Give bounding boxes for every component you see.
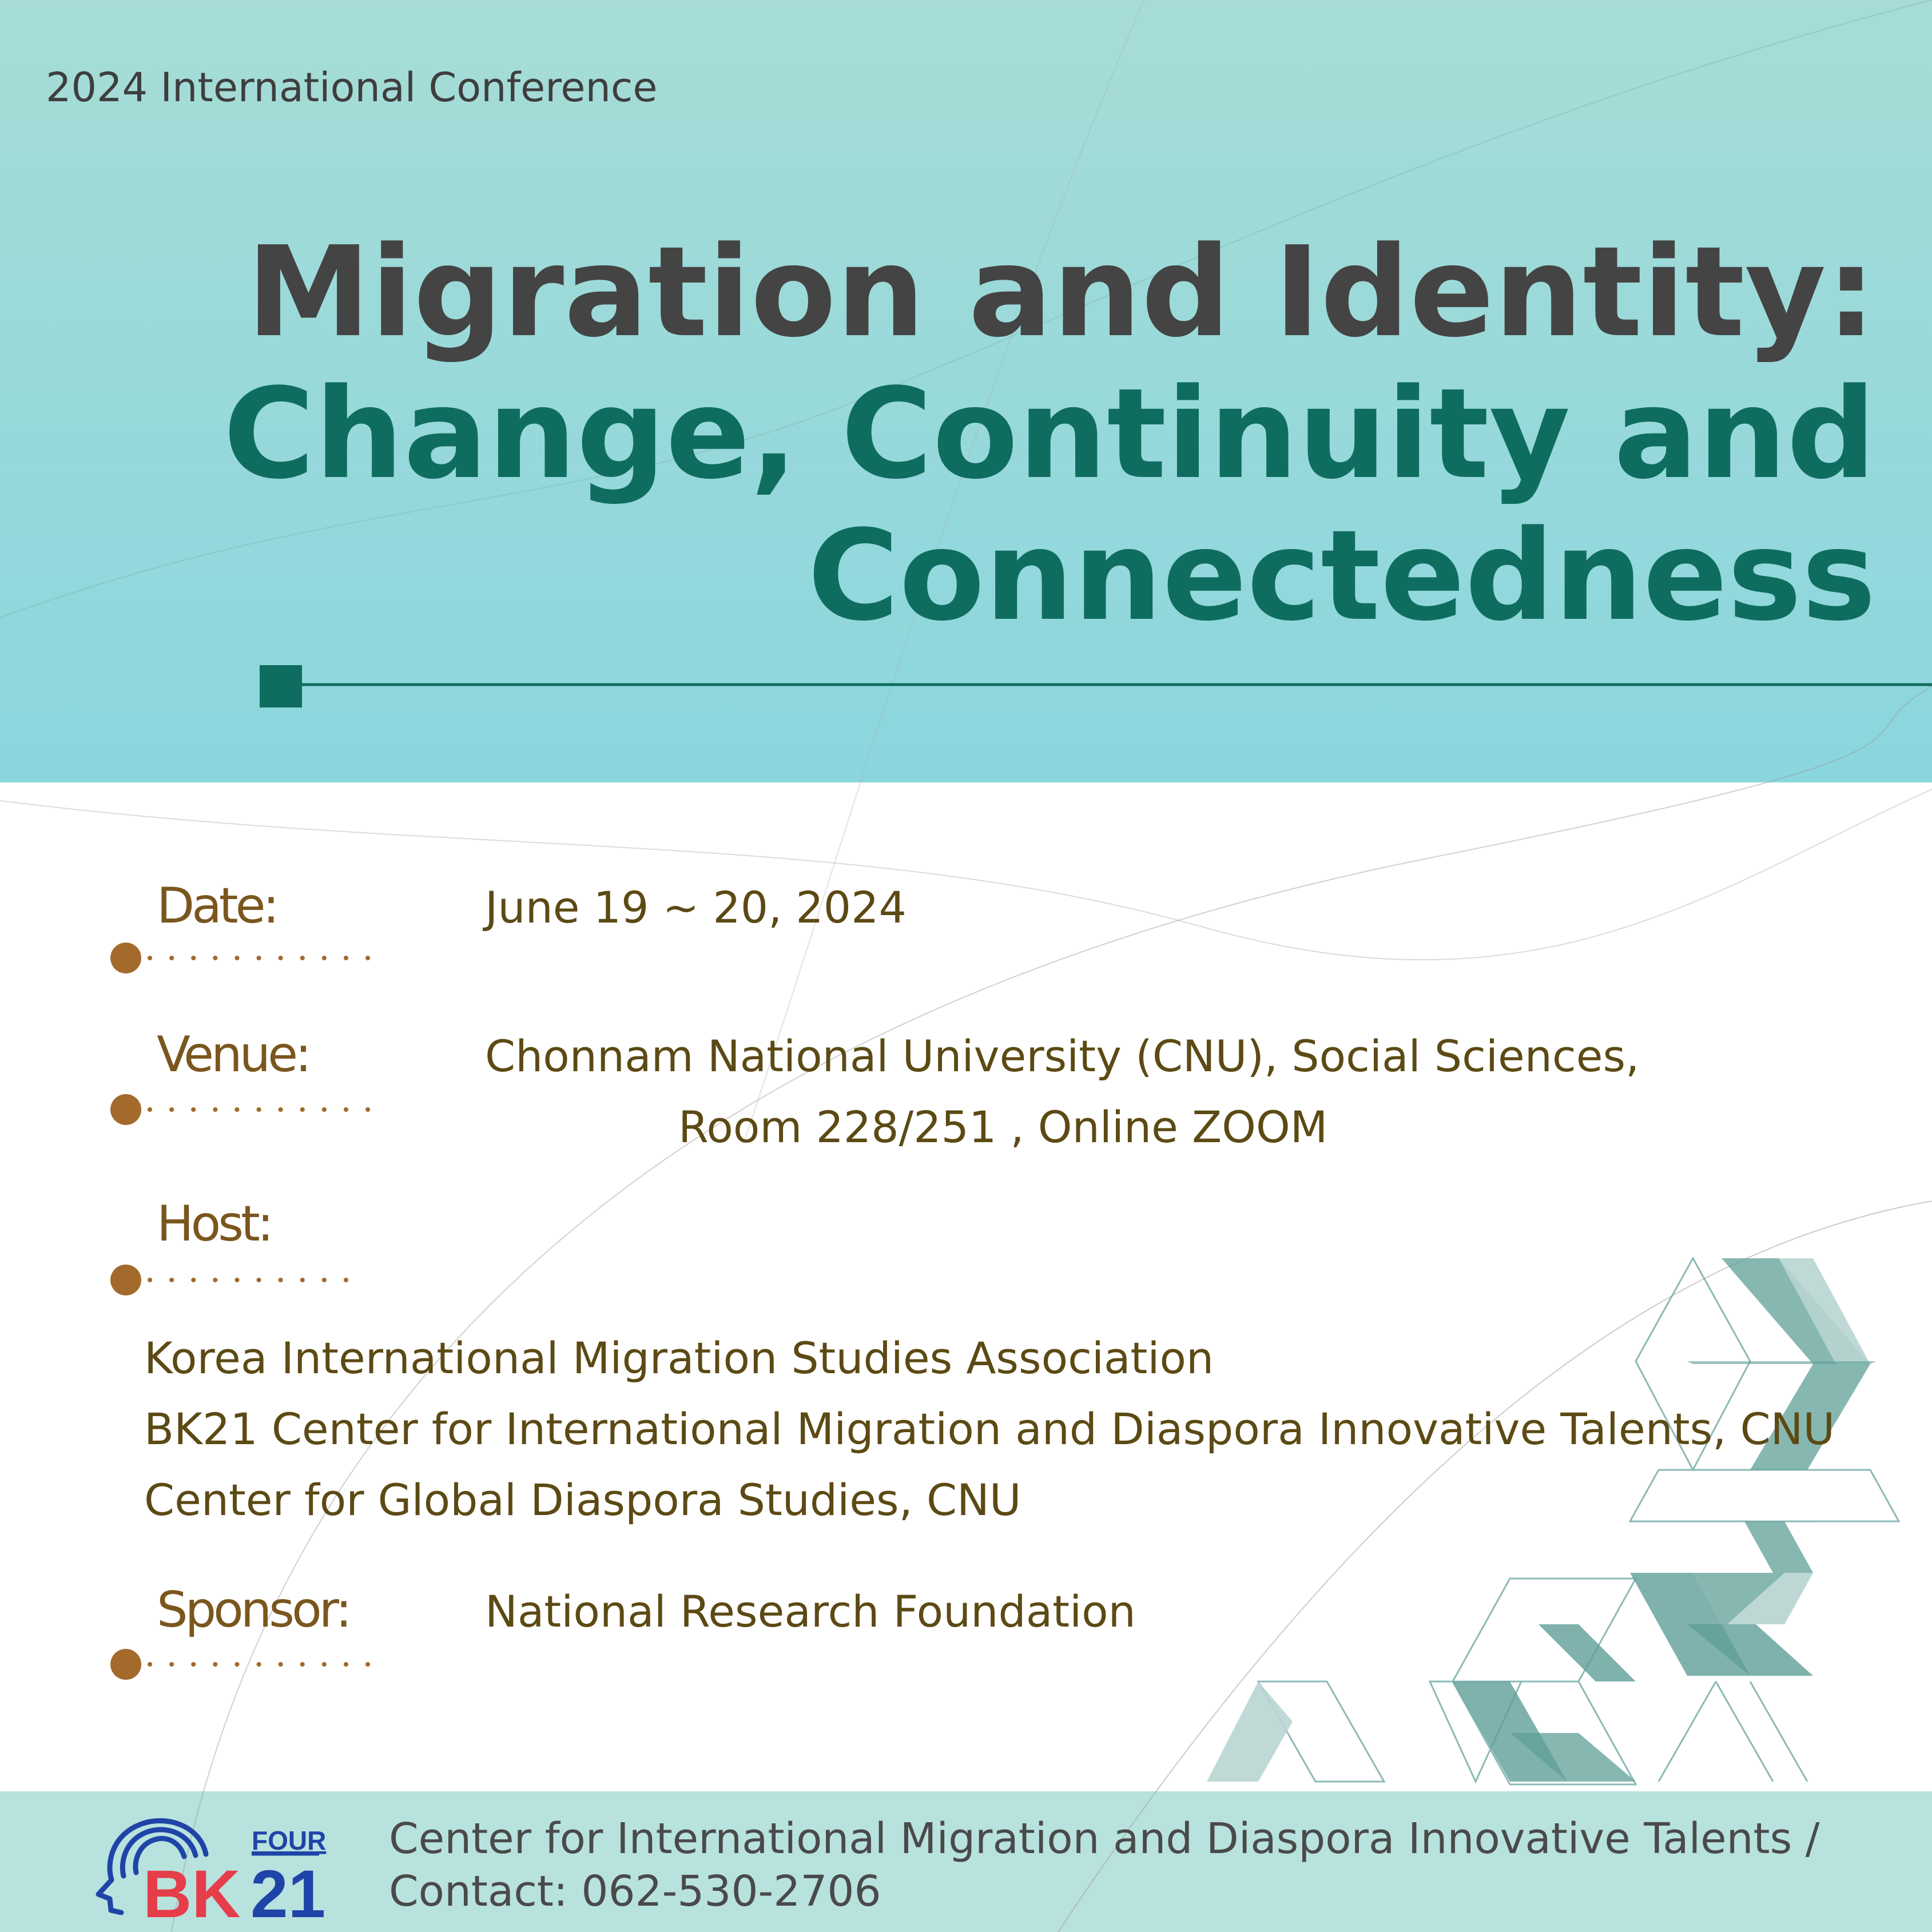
- logo-four-text: FOUR: [252, 1826, 327, 1855]
- title-line-1: Migration and Identity:: [246, 220, 1876, 365]
- host-organization: BK21 Center for International Migration and Diaspora Innovative Talents, CNU: [144, 1404, 1835, 1454]
- logo-bk-text: BK: [143, 1857, 241, 1923]
- host-bullet: [110, 1265, 355, 1295]
- sponsor-value: National Research Foundation: [485, 1586, 1136, 1637]
- venue-label: Venue:: [157, 1026, 309, 1083]
- logo-21-text: 21: [251, 1857, 326, 1923]
- venue-bullet: [110, 1094, 384, 1125]
- host-label: Host:: [157, 1195, 271, 1253]
- geometric-ornament: [1207, 1258, 1899, 1784]
- date-bullet: [110, 943, 384, 973]
- title-divider-square: [260, 665, 302, 707]
- bk21-four-logo: [86, 1808, 337, 1923]
- sponsor-bullet: [110, 1649, 384, 1680]
- conference-eyebrow: 2024 International Conference: [46, 64, 658, 111]
- venue-value-line-2: Room 228/251 , Online ZOOM: [678, 1102, 1328, 1152]
- venue-value-line-1: Chonnam National University (CNU), Social Sciences,: [485, 1031, 1640, 1082]
- date-label: Date:: [157, 877, 277, 935]
- sponsor-label: Sponsor:: [157, 1581, 349, 1639]
- title-line-2: Change, Continuity and: [223, 362, 1876, 507]
- host-organization: Center for Global Diaspora Studies, CNU: [144, 1474, 1021, 1525]
- host-organization: Korea International Migration Studies Association: [144, 1333, 1214, 1384]
- date-value: June 19 ~ 20, 2024: [485, 882, 907, 933]
- footer-center-name: Center for International Migration and Diaspora Innovative Talents /: [389, 1814, 1820, 1863]
- footer-contact: Contact: 062-530-2706: [389, 1867, 881, 1916]
- title-line-3: Connectedness: [808, 504, 1876, 649]
